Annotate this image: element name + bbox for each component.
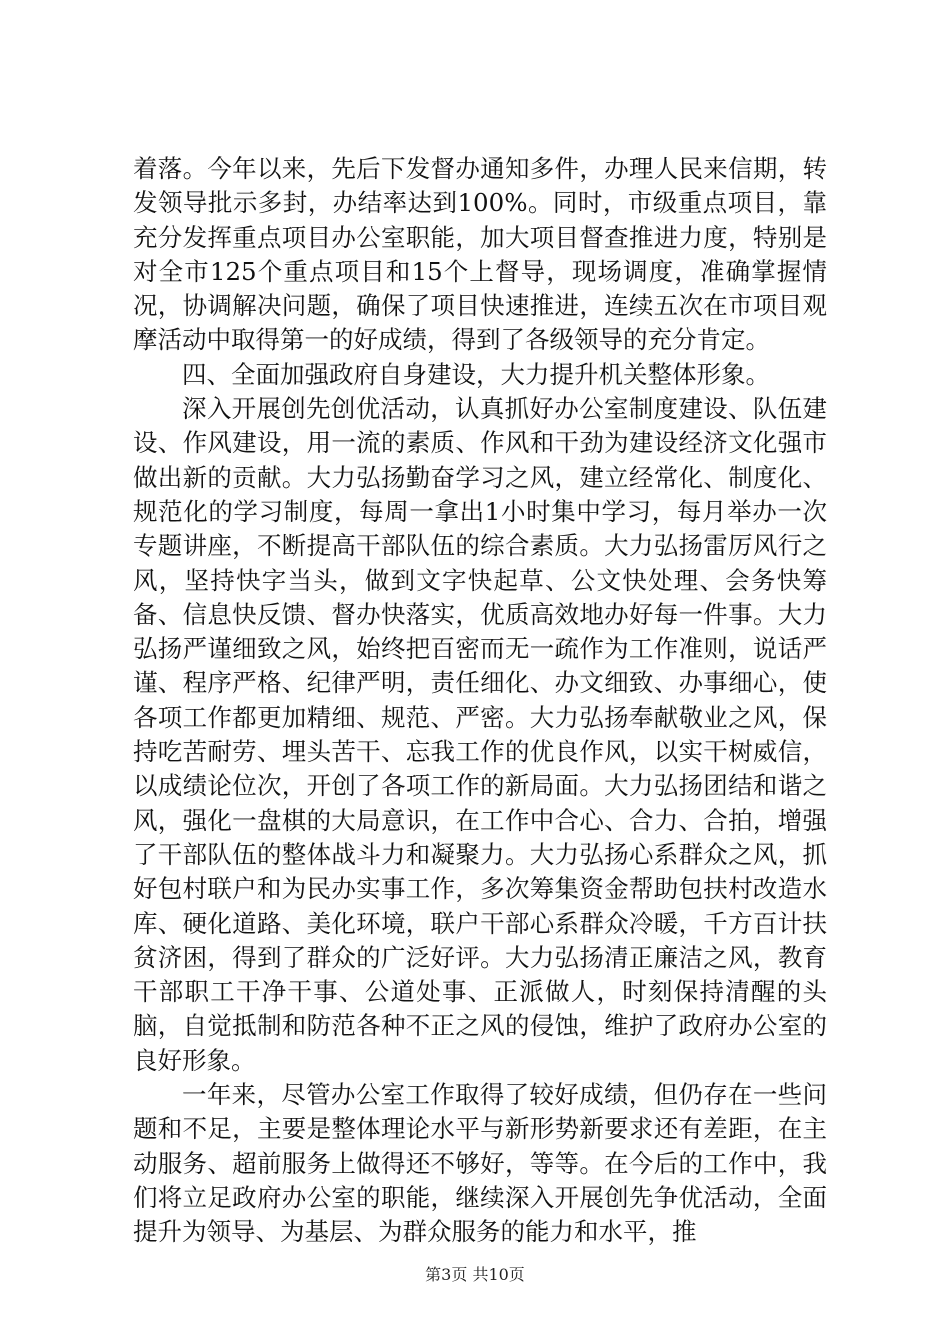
document-body (133, 152, 827, 1250)
paragraph-continuation: 着落。今年以来，先后下发督办通知多件，办理人民来信期，转发领导批示多封，办结率达到100%。同时，市级重点项目，靠充分发挥重点项目办公室职能，加大项目督查推进力度，特别是对全市125个重点项目和15个上督导，现场调度，准确掌握情况，协调解决问题，确保了项目快速推进，连续五次在市项目观摩活动中取得第一的好成绩，得到了各级领导的充分肯定。 (133, 154, 827, 355)
paragraph-body: 深入开展创先创优活动，认真抓好办公室制度建设、队伍建设、作风建设，用一流的素质、作风和干劲为建设经济文化强市做出新的贡献。大力弘扬勤奋学习之风，建立经常化、制度化、规范化的学习制度，每周一拿出1小时集中学习，每月举办一次专题讲座，不断提高干部队伍的综合素质。大力弘扬雷厉风行之风，坚持快字当头，做到文字快起草、公文快处理、会务快筹备、信息快反馈、督办快落实，优质高效地办好每一件事。大力弘扬严谨细致之风，始终把百密而无一疏作为工作准则，说话严谨、程序严格、纪律严明，责任细化、办文细致、办事细心，使各项工作都更加精细、规范、严密。大力弘扬奉献敬业之风，保持吃苦耐劳、埋头苦干、忘我工作的优良作风，以实干树威信，以成绩论位次，开创了各项工作的新局面。大力弘扬团结和谐之风，强化一盘棋的大局意识，在工作中合心、合力、合拍，增强了干部队伍的整体战斗力和凝聚力。大力弘扬心系群众之风，抓好包村联户和为民办实事工作，多次筹集资金帮助包扶村改造水库、硬化道路、美化环境，联户干部心系群众冷暖，千方百计扶贫济困，得到了群众的广泛好评。大力弘扬清正廉洁之风，教育干部职工干净干事、公道处事、正派做人，时刻保持清醒的头脑，自觉抵制和防范各种不正之风的侵蚀，维护了政府办公室的良好形象。 (133, 394, 827, 1075)
page-footer: 第3页 共10页 (425, 1265, 525, 1284)
paragraph-conclusion: 一年来，尽管办公室工作取得了较好成绩，但仍存在一些问题和不足，主要是整体理论水平与新形势新要求还有差距，在主动服务、超前服务上做得还不够好，等等。在今后的工作中，我们将立足政府办公室的职能，继续深入开展创先争优活动，全面提升为领导、为基层、为群众服务的能力和水平，推 (133, 1080, 827, 1247)
section-heading: 四、全面加强政府自身建设，大力提升机关整体形象。 (182, 359, 770, 389)
